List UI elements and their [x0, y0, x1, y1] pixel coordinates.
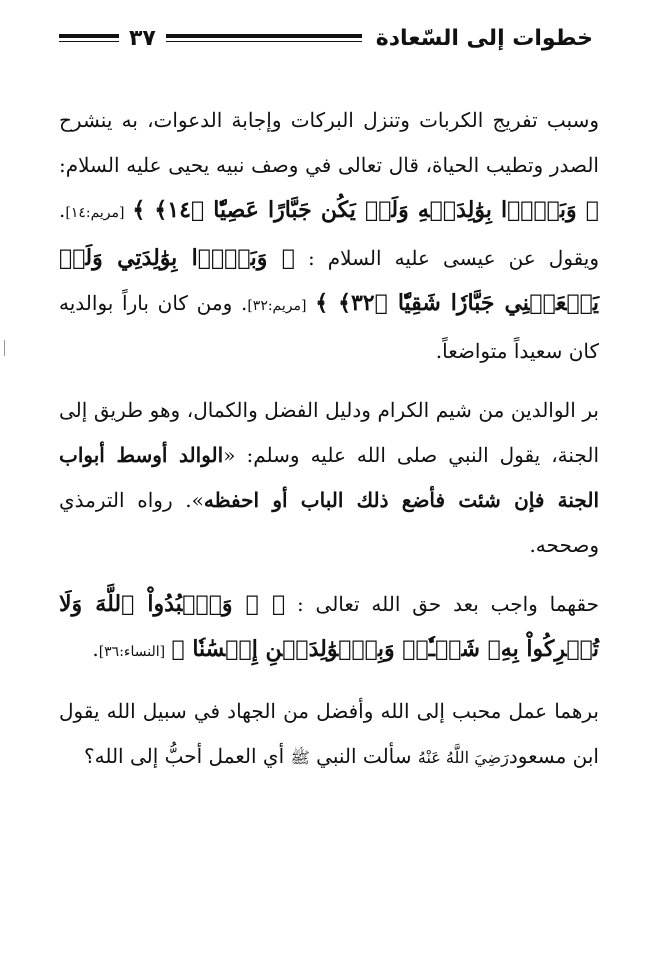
p2-text-1: بر الوالدين من شيم الكرام ودليل الفضل والكمال، وهو طريق إلى الجنة، يقول النبي صلى الله عليه وسلم: « — [59, 398, 599, 467]
body-text — [59, 98, 599, 794]
p1-text-3: . ومن كان باراً بوالديه كان سعيداً متواضعاً. — [59, 291, 599, 363]
p1-text-2: . ويقول عن عيسى عليه السلام : — [59, 198, 599, 270]
p3-text-2: . — [92, 637, 99, 661]
quran-verse-nisa-36: ﴿ ۞ وَٱعۡبُدُواْ ٱللَّهَ وَلَا تُشۡرِكُواْ بِهِۦ شَيۡـٔٗاۖ وَبِٱلۡوَٰلِدَيۡنِ إِحۡسَٰنٗا ﴾ — [59, 591, 599, 662]
ref-maryam-14: [مريم:١٤] — [65, 205, 125, 221]
p3-text-1: حقهما واجب بعد حق الله تعالى : — [285, 592, 599, 616]
honorific-salawat: ﷺ — [290, 748, 310, 767]
p1-text-1: وسبب تفريج الكربات وتنزل البركات وإجابة الدعوات، به ينشرح الصدر وتطيب الحياة، قال تعالى في وصف نبيه يحيى عليه السلام: — [59, 108, 599, 177]
p4-text-2: سألت النبي — [309, 744, 418, 768]
running-header — [53, 18, 593, 58]
hadith-text: الوالد أوسط أبواب الجنة فإن شئت فأضع ذلك الباب أو احفظه — [59, 443, 599, 512]
paragraph-1 — [59, 98, 599, 374]
book-title: خطوات إلى السّعادة — [375, 25, 593, 51]
quran-verse-maryam-14: ﴿ وَبَرًّۢا بِوَٰلِدَيۡهِ وَلَمۡ يَكُن جَبَّارًا عَصِيّٗا ﴿١٤﴾ ﴾ — [132, 197, 599, 223]
p2-text-2: ». رواه الترمذي وصححه. — [59, 488, 599, 557]
p4-text-3: أي العمل أحبُّ إلى الله؟ — [84, 744, 291, 768]
p4-text-1: برهما عمل محبب إلى الله وأفضل من الجهاد في سبيل الله يقول ابن مسعود — [59, 699, 599, 768]
ref-nisa-36: [النساء:٣٦] — [98, 644, 166, 660]
ref-maryam-32: [مريم:٣٢] — [247, 298, 307, 314]
honorific-radiallahu: رَضِيَ اللَّهُ عَنْهُ — [417, 748, 509, 767]
paragraph-2 — [59, 388, 599, 568]
paragraph-3 — [59, 582, 599, 675]
header-rule-short — [59, 34, 119, 42]
page-number: ٣٧ — [129, 25, 156, 51]
header-rule-long — [166, 34, 362, 42]
quran-verse-maryam-32: ﴿ وَبَرَّۢا بِوَٰلِدَتِي وَلَمۡ يَجۡعَلۡنِي جَبَّارٗا شَقِيّٗا ﴿٣٢﴾ ﴾ — [59, 245, 599, 316]
paragraph-4 — [59, 689, 599, 780]
margin-mark — [4, 340, 5, 356]
